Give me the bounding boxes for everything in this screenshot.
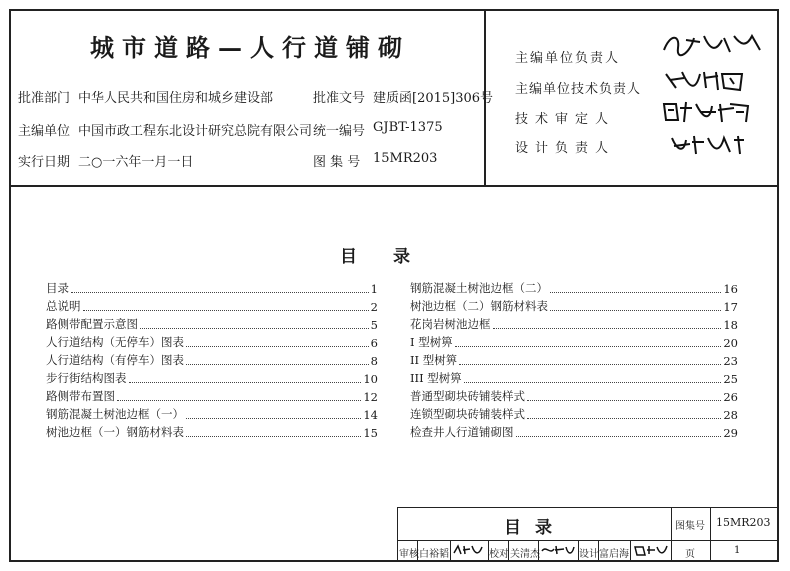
leader-dots [83, 310, 369, 311]
toc-item-title: 树池边框（二）钢筋材料表 [410, 299, 548, 313]
title-block-left-line [397, 507, 398, 562]
toc-item-page: 16 [723, 282, 738, 296]
handwritten-signature-3 [660, 98, 770, 126]
reviewer-signature [452, 543, 486, 557]
leader-dots [186, 364, 369, 365]
toc-heading: 目录 [340, 247, 446, 267]
toc-item[interactable] [46, 316, 378, 332]
title-block-top-line [397, 507, 779, 508]
toc-item[interactable] [410, 388, 738, 404]
effective-date: 二○一六年一月一日 [78, 155, 194, 170]
toc-item-title: 目录 [46, 281, 69, 295]
toc-item-title: III 型树箅 [410, 371, 462, 385]
leader-dots [71, 292, 369, 293]
check-label: 校对 [489, 549, 509, 560]
title-block-atlas-label: 图集号 [675, 521, 705, 532]
toc-item-title: 连锁型砌块砖铺装样式 [410, 407, 525, 421]
leader-dots [186, 418, 361, 419]
toc-item[interactable] [410, 370, 738, 386]
leader-dots [550, 292, 721, 293]
toc-item-title: 花岗岩树池边框 [410, 317, 491, 331]
leader-dots [550, 310, 721, 311]
toc-item-page: 26 [723, 390, 738, 404]
toc-item-page: 15 [363, 426, 378, 440]
toc-item-page: 10 [363, 372, 378, 386]
review-label: 审核 [399, 549, 419, 560]
toc-item[interactable] [46, 298, 378, 314]
toc-item[interactable] [410, 298, 738, 314]
toc-item-page: 14 [363, 408, 378, 422]
toc-item-title: 人行道结构（无停车）图表 [46, 335, 184, 349]
toc-item[interactable] [46, 352, 378, 368]
effective-label: 实行日期 [18, 155, 71, 170]
sig-label-chief-unit: 主编单位负责人 [515, 51, 621, 66]
toc-item[interactable] [46, 334, 378, 350]
toc-item-page: 25 [723, 372, 738, 386]
toc-item-page: 17 [723, 300, 738, 314]
toc-item-title: I 型树箅 [410, 335, 453, 349]
sig-label-tech-review: 技术审定人 [515, 112, 616, 127]
designer-name: 富启海 [599, 549, 629, 560]
leader-dots [527, 418, 721, 419]
toc-item[interactable] [410, 334, 738, 350]
toc-item-title: 钢筋混凝土树池边框（二） [410, 281, 548, 295]
atlas-no: 15MR203 [373, 151, 438, 166]
leader-dots [516, 436, 722, 437]
approve-dept: 中华人民共和国住房和城乡建设部 [78, 91, 274, 106]
toc-item-title: II 型树箅 [410, 353, 458, 367]
leader-dots [527, 400, 721, 401]
toc-item-title: 树池边框（一）钢筋材料表 [46, 425, 184, 439]
leader-dots [464, 382, 722, 383]
toc-item-page: 23 [723, 354, 738, 368]
toc-item-page: 1 [370, 282, 378, 296]
leader-dots [140, 328, 369, 329]
page-label: 页 [685, 549, 695, 560]
handwritten-signature-4 [660, 130, 770, 158]
toc-item[interactable] [46, 424, 378, 440]
toc-item[interactable] [410, 316, 738, 332]
toc-item[interactable] [46, 388, 378, 404]
approve-doc-label: 批准文号 [313, 91, 366, 106]
toc-item-title: 人行道结构（有停车）图表 [46, 353, 184, 367]
toc-item-page: 18 [723, 318, 738, 332]
sig-label-design-lead: 设计负责人 [515, 141, 616, 156]
reviewer-name: 白裕韬 [419, 549, 449, 560]
checker-name: 关清杰 [510, 549, 540, 560]
leader-dots [455, 346, 722, 347]
toc-item-title: 检查井人行道铺砌图 [410, 425, 514, 439]
toc-item[interactable] [46, 280, 378, 296]
approve-doc: 建质函[2015]306号 [373, 91, 494, 106]
leader-dots [186, 346, 369, 347]
toc-item-page: 2 [370, 300, 378, 314]
toc-item-title: 步行街结构图表 [46, 371, 127, 385]
handwritten-signature-1 [660, 30, 770, 58]
sig-label-chief-tech: 主编单位技术负责人 [515, 82, 642, 97]
toc-item-title: 路侧带配置示意图 [46, 317, 138, 331]
title-block-divider-1 [671, 507, 672, 562]
toc-item-page: 20 [723, 336, 738, 350]
title-block-mid-line [397, 540, 779, 541]
leader-dots [186, 436, 361, 437]
toc-item[interactable] [410, 406, 738, 422]
toc-item[interactable] [410, 280, 738, 296]
toc-item-page: 29 [723, 426, 738, 440]
title-block-title: 目录 [504, 518, 566, 538]
chief-unit: 中国市政工程东北设计研究总院有限公司 [78, 124, 313, 139]
approve-dept-label: 批准部门 [18, 91, 71, 106]
toc-item-page: 28 [723, 408, 738, 422]
tb-sep [630, 540, 631, 562]
atlas-title: 城市道路—人行道铺砌 [90, 33, 410, 62]
toc-item-page: 6 [370, 336, 378, 350]
tb-sep [450, 540, 451, 562]
title-block-divider-2 [710, 507, 711, 562]
toc-item[interactable] [46, 406, 378, 422]
checker-signature [540, 543, 576, 557]
toc-item[interactable] [410, 352, 738, 368]
designer-signature [633, 543, 669, 557]
unified-no-label: 统一编号 [313, 124, 366, 139]
toc-item-title: 路侧带布置图 [46, 389, 115, 403]
toc-item-title: 总说明 [46, 299, 81, 313]
leader-dots [129, 382, 362, 383]
leader-dots [117, 400, 361, 401]
chief-unit-label: 主编单位 [18, 124, 71, 139]
toc-item[interactable] [410, 424, 738, 440]
design-label: 设计 [579, 549, 599, 560]
leader-dots [459, 364, 721, 365]
toc-item-title: 钢筋混凝土树池边框（一） [46, 407, 184, 421]
title-block-atlas-no: 15MR203 [716, 516, 771, 529]
toc-item-page: 8 [370, 354, 378, 368]
toc-item[interactable] [46, 370, 378, 386]
header-bottom-line [9, 185, 779, 187]
leader-dots [493, 328, 722, 329]
unified-no: GJBT-1375 [373, 120, 443, 135]
atlas-no-label: 图 集 号 [313, 155, 361, 170]
handwritten-signature-2 [660, 66, 770, 94]
toc-item-title: 普通型砌块砖铺装样式 [410, 389, 525, 403]
toc-item-page: 12 [363, 390, 378, 404]
page-number: 1 [734, 545, 741, 556]
toc-item-page: 5 [370, 318, 378, 332]
